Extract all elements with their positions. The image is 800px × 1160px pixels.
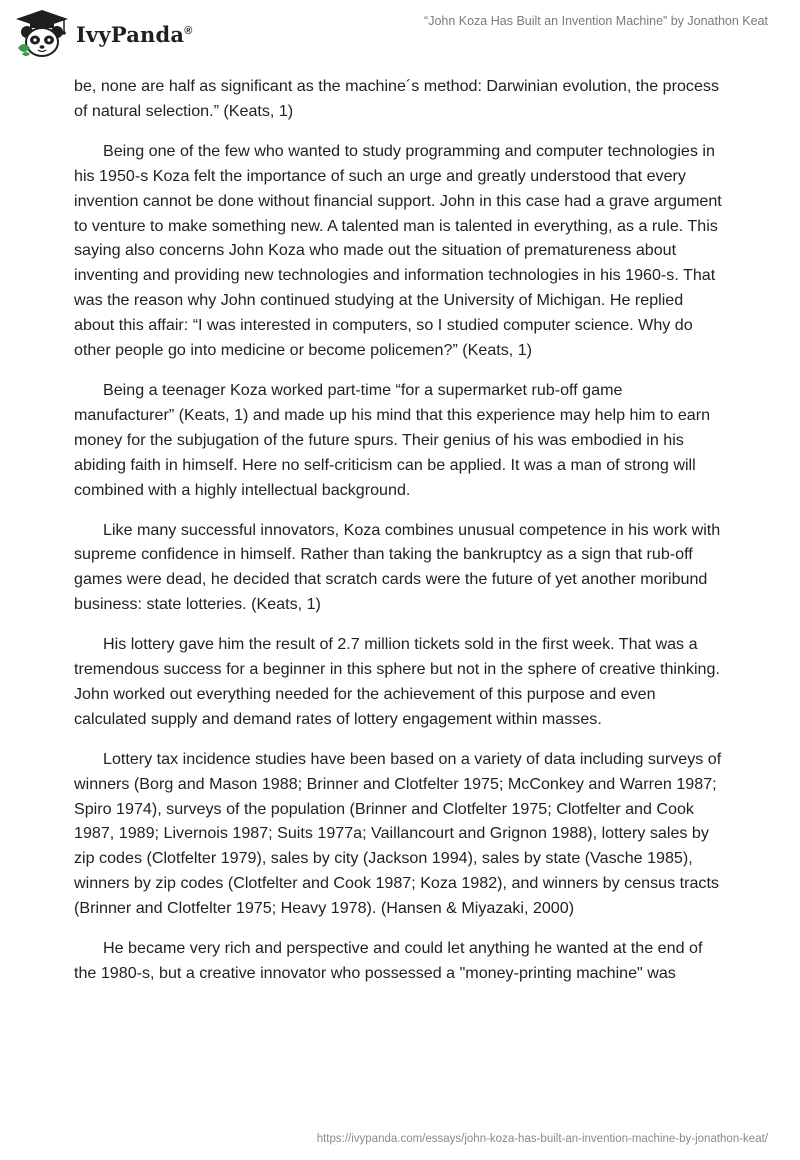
- document-title: “John Koza Has Built an Invention Machine” by Jonathon Keat: [424, 14, 768, 28]
- source-url[interactable]: https://ivypanda.com/essays/john-koza-has-built-an-invention-machine-by-jonathon-keat/: [316, 1133, 768, 1145]
- paragraph: His lottery gave him the result of 2.7 million tickets sold in the first week. That was a tremendous success for a beginner in this sphere but not in the sphere of creative thinking. John worked out everything needed for the achievement of this purpose and even calculated supply and demand rates of lottery engagement within masses.: [74, 635, 720, 728]
- paragraph: be, none are half as significant as the machine´s method: Darwinian evolution, the process of natural selection.” (Keats, 1): [74, 77, 720, 120]
- essay-body: [74, 74, 726, 1001]
- paragraph: Being one of the few who wanted to study programming and computer technologies in his 1950-s Koza felt the importance of such an urge and greatly understood that every invention cannot be done without financial support. John in this case had a grave argument to venture to make something new. A talented man is talented in everything, as a rule. This saying also concerns John Koza who made out the situation of prematureness about inventing and providing new technologies and information technologies in his 1960-s. That was the reason why John continued studying at the University of Michigan. He replied about this affair: “I was interested in computers, so I studied computer science. Why do other people go into medicine or become policemen?” (Keats, 1): [74, 141, 722, 360]
- paragraph: Being a teenager Koza worked part-time “for a supermarket rub-off game manufacturer” (Keats, 1) and made up his mind that this experience may help him to earn money for the subjugation of the future spurs. Their genius of his was embodied in his abiding faith in himself. Here no self-criticism can be applied. It was a man of strong will combined with a highly intellectual background.: [74, 380, 711, 499]
- paragraph: He became very rich and perspective and could let anything he wanted at the end of the 1980-s, but a creative innovator who possessed a "money-printing machine" was: [74, 939, 703, 982]
- paragraph: Like many successful innovators, Koza combines unusual competence in his work with supreme confidence in himself. Rather than taking the bankruptcy as a sign that rub-off games were dead, he decided that scratch cards were the future of yet another moribund business: state lotteries. (Keats, 1): [74, 520, 721, 614]
- paragraph: Lottery tax incidence studies have been based on a variety of data including surveys of winners (Borg and Mason 1988; Brinner and Clotfelter 1975; McConkey and Warren 1987; Spiro 1974), surveys of the population (Brinner and Clotfelter 1975; Clotfelter and Cook 1987, 1989; Livernois 1987; Suits 1977a; Vaillancourt and Grignon 1988), lottery sales by zip codes (Clotfelter 1979), sales by city (Jackson 1994), sales by state (Vasche 1985), winners by zip codes (Clotfelter and Cook 1987; Koza 1982), and winners by census tracts (Brinner and Clotfelter 1975; Heavy 1978). (Hansen & Miyazaki, 2000): [74, 749, 722, 918]
- ivypanda-logo[interactable]: [14, 8, 193, 60]
- brand-name: IvyPanda®: [76, 21, 193, 47]
- panda-graduate-logo-icon: [14, 8, 70, 60]
- page-header: [0, 0, 800, 72]
